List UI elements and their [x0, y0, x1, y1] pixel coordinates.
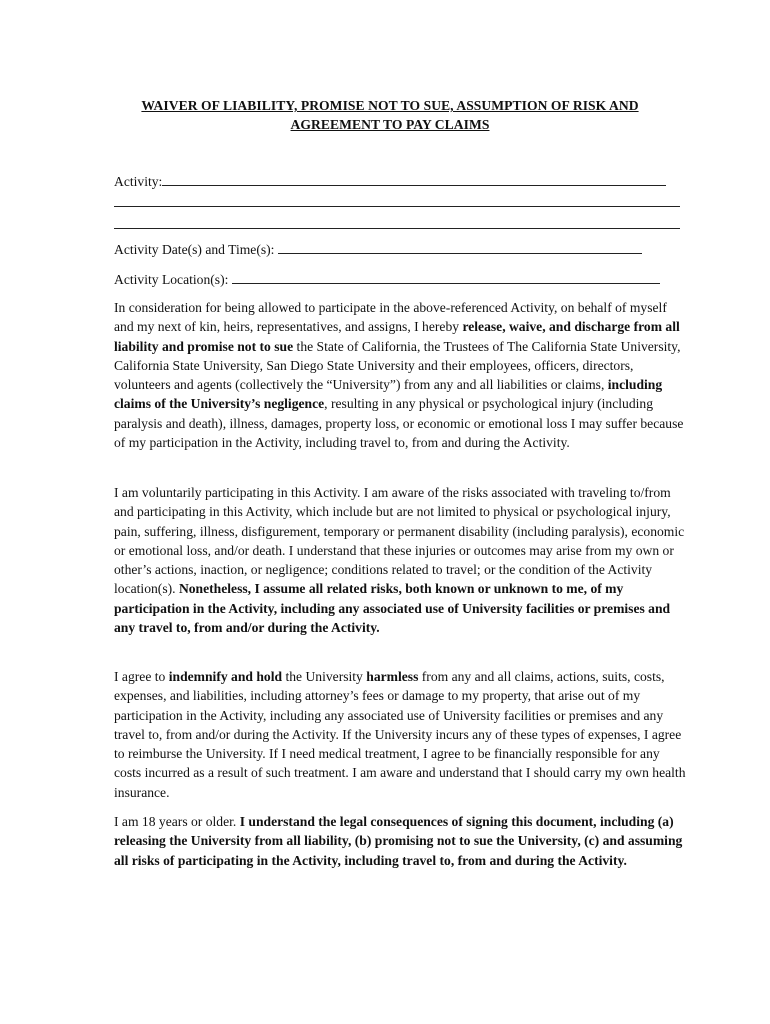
- release-bold-2: including claims of the University’s negligence: [114, 377, 663, 412]
- risk-bold-1: Nonetheless, I assume all related risks, both known or unknown to me, of my participation in the Activity, including any associated use of University facilities or premises and any travel to, from and/or during the Activity.: [114, 581, 671, 636]
- title-line-2: AGREEMENT TO PAY CLAIMS: [290, 117, 490, 132]
- document-title: [100, 96, 680, 134]
- indemnify-text-1: I agree to: [114, 669, 169, 684]
- indemnify-text-3: from any and all claims, actions, suits, costs, expenses, and liabilities, including attorney’s fees or damage to my property, that arise out of my participation in the Activity, including any associated use of University facilities or premises and any travel to, from and/or during the Activity. If the University incurs any of these types of expenses, I agree to reimburse the University. If I need medical treatment, I agree to be financially responsible for any costs incurred as a result of such treatment. I am aware and understand that I should carry my own health insurance.: [114, 669, 686, 800]
- title-line-1: WAIVER OF LIABILITY, PROMISE NOT TO SUE, ASSUMPTION OF RISK AND: [141, 98, 639, 113]
- indemnify-bold-1: indemnify and hold: [168, 669, 283, 684]
- release-text-2: the State of California, the Trustees of The California State University, California State University, San Diego State University and their employees, officers, directors, volunteers and agents (collectively the “University”) from any and all liabilities or claims,: [114, 338, 681, 393]
- release-text-1: In consideration for being allowed to participate in the above-referenced Activity, on behalf of myself and my next of kin, heirs, representatives, and assigns, I hereby: [114, 300, 667, 335]
- activity-field: [114, 172, 666, 191]
- indemnify-bold-2: harmless: [366, 669, 419, 684]
- release-bold-1: release, waive, and discharge from all liability and promise not to sue: [114, 319, 680, 354]
- activity-dates-label: Activity Date(s) and Time(s):: [114, 242, 275, 257]
- activity-location-field: [114, 270, 660, 289]
- activity-input-line[interactable]: [162, 173, 666, 186]
- ack-text-1: I am 18 years or older.: [114, 814, 240, 829]
- activity-location-input-line[interactable]: [232, 271, 660, 284]
- indemnify-paragraph: [114, 667, 686, 802]
- activity-continuation-line-2[interactable]: [114, 228, 680, 229]
- ack-bold-1: I understand the legal consequences of signing this document, including (a) releasing the University from all liability, (b) promising not to sue the University, (c) and assuming all risks of participating in the Activity, including travel to, from and during the Activity.: [114, 814, 683, 868]
- activity-continuation-line-1[interactable]: [114, 206, 680, 207]
- activity-dates-field: [114, 240, 642, 259]
- activity-label: Activity:: [114, 174, 163, 189]
- release-paragraph: [114, 298, 686, 452]
- activity-location-label: Activity Location(s):: [114, 272, 229, 287]
- release-text-3: , resulting in any physical or psychological injury (including paralysis and death), illness, damages, property loss, or economic or emotional loss I may suffer because of my participation in the Activity, including travel to, from and during the Activity.: [114, 396, 684, 451]
- risk-text-1: I am voluntarily participating in this Activity. I am aware of the risks associated with traveling to/from and participating in this Activity, which include but are not limited to physical or psychological injury, pain, suffering, illness, disfigurement, temporary or permanent disability (including paralysis), economic or emotional loss, and/or death. I understand that these injuries or outcomes may arise from my own or other’s actions, inaction, or negligence; conditions related to travel; or the condition of the Activity location(s).: [114, 485, 685, 597]
- acknowledgement-paragraph: [114, 812, 686, 870]
- activity-dates-input-line[interactable]: [278, 241, 642, 254]
- assumption-of-risk-paragraph: [114, 483, 686, 637]
- indemnify-text-2: the University: [282, 669, 367, 684]
